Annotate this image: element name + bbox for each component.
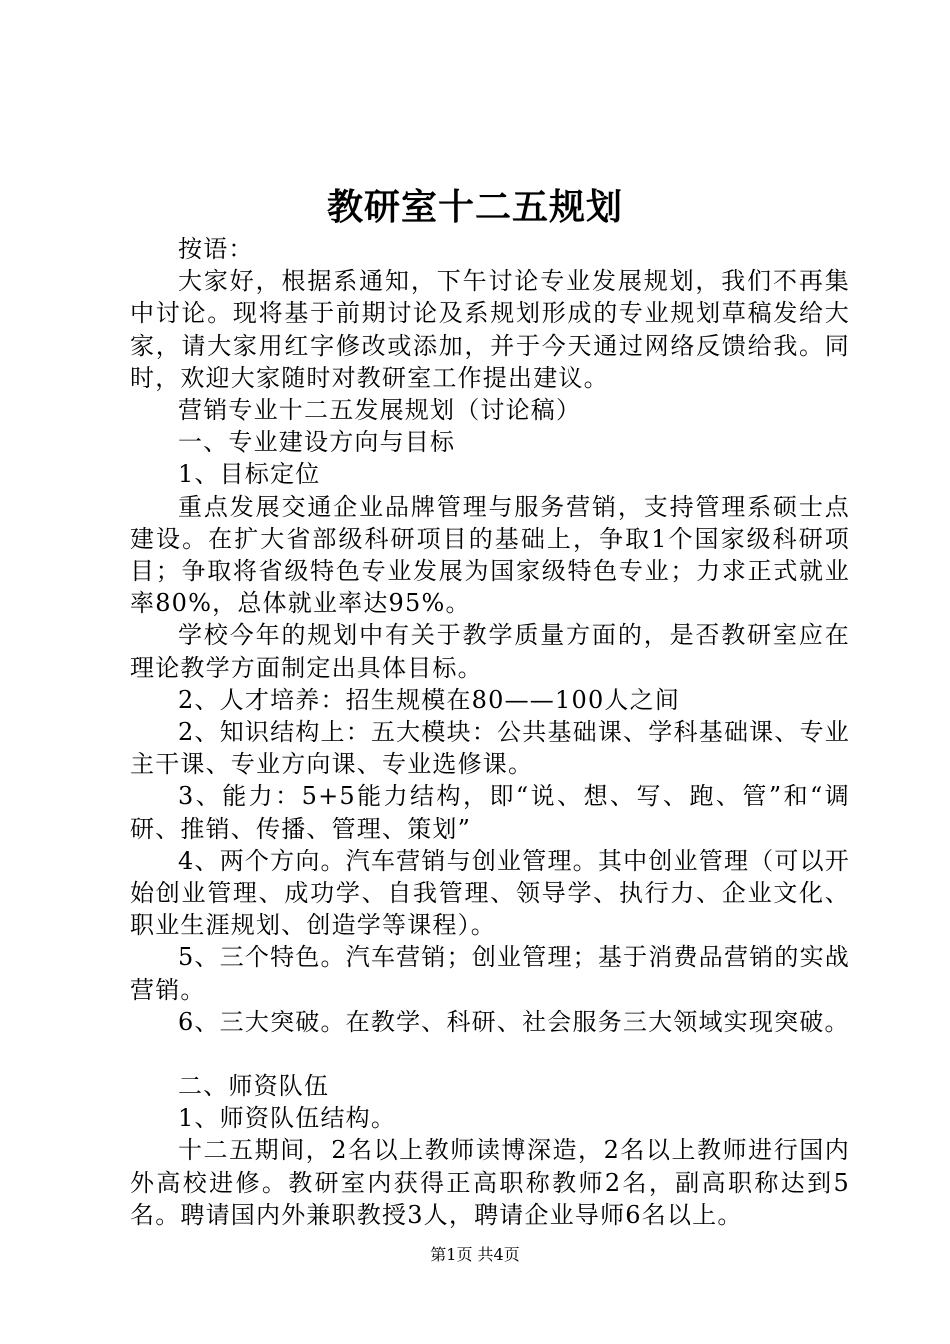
body-paragraph: 5、三个特色。汽车营销；创业管理；基于消费品营销的实战营销。: [130, 943, 850, 1004]
body-paragraph: 十二五期间，2名以上教师读博深造，2名以上教师进行国内外高校进修。教研室内获得正高职称教师2名，副高职称达到5名。聘请国内外兼职教授3人，聘请企业导师6名以上。: [130, 1136, 850, 1229]
paragraph-spacer: [130, 1038, 850, 1070]
subsection-heading: 1、目标定位: [178, 460, 321, 489]
document-body: [130, 233, 850, 1231]
body-paragraph: 2、人才培养：招生规模在80——100人之间: [178, 685, 681, 714]
body-paragraph: 4、两个方向。汽车营销与创业管理。其中创业管理（可以开始创业管理、成功学、自我管理、领导学、执行力、企业文化、职业生涯规划、创造学等课程）。: [130, 846, 850, 940]
subsection-heading: 1、师资队伍结构。: [178, 1104, 397, 1133]
document-title: 教研室十二五规划: [326, 187, 623, 228]
body-paragraph: 2、知识结构上：五大模块：公共基础课、学科基础课、专业主干课、专业方向课、专业选修课。: [130, 718, 850, 779]
section-heading: 二、师资队伍: [178, 1072, 330, 1101]
preface-paragraph: 大家好，根据系通知，下午讨论专业发展规划，我们不再集中讨论。现将基于前期讨论及系规划形成的专业规划草稿发给大家，请大家用红字修改或添加，并于今天通过网络反馈给我。同时，欢迎大家随时对教研室工作提出建议。: [130, 267, 850, 392]
body-paragraph: 学校今年的规划中有关于教学质量方面的，是否教研室应在理论教学方面制定出具体目标。: [130, 621, 850, 682]
body-paragraph: 6、三大突破。在教学、科研、社会服务三大领域实现突破。: [178, 1007, 850, 1036]
page-footer: 第1页 共4页: [430, 1245, 520, 1264]
section-heading: 一、专业建设方向与目标: [178, 428, 456, 457]
plan-subtitle: 营销专业十二五发展规划（讨论稿）: [178, 396, 582, 425]
body-paragraph: 3、能力：5+5能力结构，即“说、想、写、跑、管”和“调研、推销、传播、管理、策划”: [130, 782, 850, 843]
preface-label: 按语：: [178, 235, 254, 263]
body-paragraph: 重点发展交通企业品牌管理与服务营销，支持管理系硕士点建设。在扩大省部级科研项目的基础上，争取1个国家级科研项目；争取将省级特色专业发展为国家级特色专业；力求正式就业率80%，总体就业率达95%。: [130, 492, 850, 618]
